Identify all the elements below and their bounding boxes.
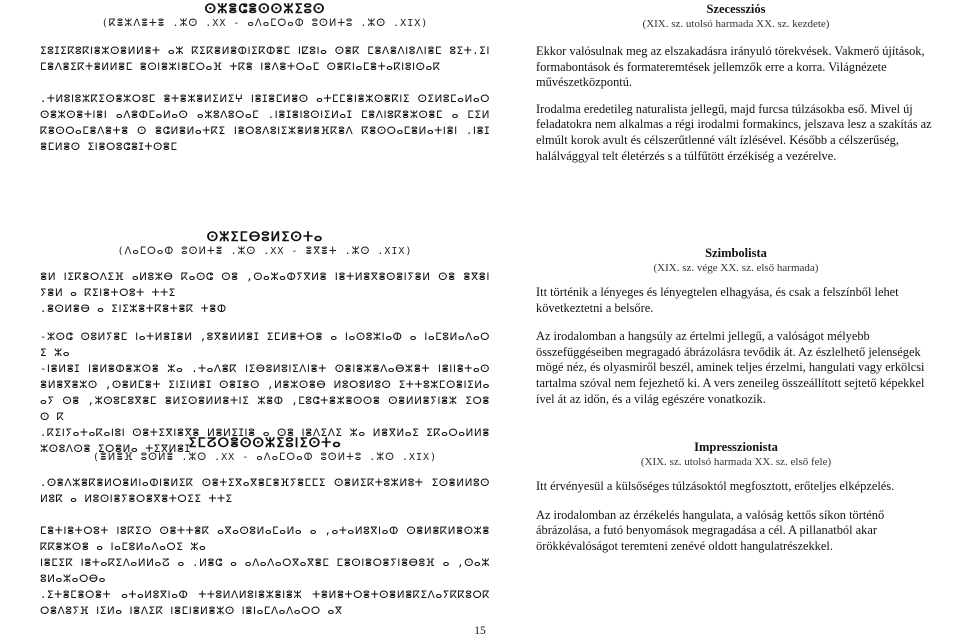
paragraph: Itt történik a lényeges és lényegtelen elhagyása, és csak a felszínből lehet következtetni a belsőre.: [536, 285, 899, 315]
section-subtitle: (XIX. sz. utolsó harmada XX. sz. kezdete): [642, 18, 830, 30]
section-szecesszios: [536, 2, 936, 164]
runic-paragraph: -ⵣⵙⵛ ⵙⵓⵍⵢⴻⵎ ⵏⴰⵜⵍⴻⵊⴻⵍ ,ⵓⴳⴻⵍⵍⴻⵊ ⵉⵎⵍⴻⵜⵔⴻ ⴰ ⵏⴰⵙⵓⵣⵏⴰⵀ ⴰ ⵏⴰⵎⵓⵍⴰⴷⴰⵔⵉ ⵣⴰ: [40, 331, 490, 359]
section-subtitle: (XIX. sz. vége XX. sz. első harmada): [653, 262, 819, 274]
runic-paragraph: ⵎⴻⵜⵏⴻⵜⵔⵓⵜ ⵏⵓⴽⵉⵙ ⵙⴻⵜⵜⴻⴽ ⴰⴳⴰⵙⵓⵍⴰⵎⴰⵍⴰ ⴰ ,ⴰⵜⴰⵍⵓⴳⵏⴰⵀ ⵙⴻⵍⴻⴽⵍⴻⵙⵣⴻⴽⴽⴻⵣⵙⴻ ⴰ ⵏⴰⵎⵓⵍⴰⴷⴰⵔⵉ ⵣⴰ: [40, 525, 490, 553]
runic-section-title: ⵙⵣⴻⵛⴻⵙⵙⵣⵉⵓⵙ: [204, 2, 326, 17]
runic-paragraph: .ⴽⵉⵏⵢⴰⵜⴰⴽⴰⵏⵓⵏ ⵙⴻⵜⵉⴳⵏⴻⴳⴻ ⵍⴻⵍⵉⵊⵏⴻ ⴰ ⵙⴻ ⵏⴻⴷⵉⴷⵉ ⵣⴰ ⵍⴻⴳⵍⴰⵉ ⵉⴽⴰⵔⴰⵍⵍⴻⵣⵙⵓⴷⵙⴻ ⵉⵔⴻⵍⴰ ⵜⵉⴳⵍⴻⵊ: [40, 427, 490, 455]
section-title: Szimbolista: [705, 246, 767, 260]
section-subtitle: (XIX. sz. utolsó harmada XX. sz. első fele): [640, 456, 832, 468]
paragraph: Irodalma eredetileg naturalista jellegű, majd furcsa túlzásokba eső. Mivel új feladatokra nem alkalmas a régi irodalmi formakincs, jelszava lesz a szakítás az elmúlt korok avult és célszerűtlenné vált ízlésével. Később a célszerűség, halálvággyal telt életérzés s a túlfűtött érzékiség a vezérelve.: [536, 101, 932, 163]
runic-paragraph: ⴻⵍ ⵏⵉⴽⴻⵔⴷⵉⴼ ⴰⵍⵓⵣⴱ ⴽⴰⵙⵛ ⵙⴻ ,ⵙⴰⵣⴰⵀⵢⴳⵍⴻ ⵏⴻⵜⵍⴻⴳⴻⵙⴻⵏⵢⴻⵍ ⵙⴻ ⴻⴳⴻⵏⵢⴻⵍ ⴰ ⴽⵉⵏⴻⵜⵔⵓⵜ ⵜⵜⵉ: [40, 271, 490, 299]
runic-paragraph: .ⵜⵍⵓⵏⵓⵣⴽⵉⵙⴻⵣⵔⵓⵎ ⴻⵜⴻⵣⴻⵍⵉⵍⵉⵖ ⵏⴻⵊⴻⵎⵍⴻⵙ ⴰⵜⵎⵎⴻⵏⴻⵣⵙⴻⴽⵏⵉ ⵙⵉⵍⵓⵎⴰⵍⴰⵔⵙⴻⵣⵙⴻⵜⵏⴻⵏ ⴰⴷⴻⵀⵎⴰⵍⴰⵙ ⴰⵣⵓⴷⵓⵔⴰⵎ .ⵏⴻⵊⴻⵏⵓⵙⵏⵉⵍⴰⵊ ⵎⴻⴷⵏⵓⴽⴻⵣⵙⴻⵎ ⴰ ⵎⵉⵍ ⴽⴻⵙⵔⴰⵎⴻⴷⴻⵜⴻ ⵙ ⴻⵛⵍⴻⵍⴰⵜⴽⵉ ⵏⴻⵔⵓⴷⵓⵏⵉⵣⴻⵍⴻⴼⴽⴻⴷ ⴽⴻⵙⵔⴰⵎⴻⵍⴰⵜⵏⴻⵏ .ⵏⴻⵊⴻⵎⵍⴻⵙ ⵉⵏⴻⵔⵓⵛⴻⵊⵜⵙⴻⵎ: [40, 93, 490, 153]
paragraph: Az irodalomban a hangsúly az értelmi jellegű, a valóságot mélyebb összefüggéseiben megragadó ábrázolásra tevődik át. Az észlelhető jelenségek mögé néz, és olyasmiről beszél, aminek teljes érzelmi, hangulati vagy erkölcsi tartalma szóval nem fejezhető ki. A vers zeneileg összeállított sejtető képekkel ível át az időn, és a világ egészére vonatkozik.: [536, 329, 925, 406]
section-impresszionista: [536, 440, 936, 554]
runic-section-subtitle: (ⴷⴰⵎⵔⴰⵀ ⵓⵙⵍⵜⴻ .ⵣⵙ .XX - ⴻⴳⴻⵜ .ⵣⵙ .XIX): [117, 246, 413, 257]
paragraph: Ekkor valósulnak meg az elszakadásra irányuló törekvések. Vakmerő újítások, formabontások és formateremtések jellemzők erre a korra. Világnézete művészetközpontú.: [536, 44, 925, 90]
runic-paragraph: .ⵉⵜⴻⵎⴻⵔⴻⵜ ⴰⵜⴰⵍⵓⴳⵏⴰⵀ ⵜⵜⵓⵍⴷⵍⵓⵏⴻⵣⴻⵏⴻⵣ ⵜⴻⵍⴻⵜⵔⴻⵜⵙⴻⵍⴻⴽⵉⴷⴰⵢⴽⴽⵓⵔⴽⵔⴻⴷⵓⵢⴼ ⵏⵉⵍⴰ ⵏⴻⴷⵉⴽ ⵏⴻⵎⵏⴻⵍⴻⵣⵙ ⵏⴻⵏⴰⵎⴷⴰⴷⴰⵔⵔ ⴰⴳ: [40, 589, 490, 617]
runic-paragraph: ⵉⵓⵊⵉⴽⵓⴽⵏⴻⵣⵙⴻⵍⵍⴻⵜ ⴰⵣ ⴽⵉⴽⴻⵍⴻⵀⵏⵉⴽⵀⴻⵎ ⵏⵇⵓⵏⴰ ⵙⴻⴽ ⵎⴻⴷⴻⴷⵏⵓⴷⵏⴻⵎ ⵓⵉⵜ.ⵉⵏⵎⴻⴷⴻⵉⴽⵜⴻⵍⵍⴻⵎ ⴻⵙⵏⴻⵣⵏⴻⵎⵔⴰⴼ ⵜⴽⴻ ⵏⴻⴷⴻⵜⵔⴰⵎ ⵙⴻⴽⵏⴰⵎⴻⵜⴰⴽⵏⵓⵏⵙⴰⴽ: [40, 45, 490, 73]
section-szimbolista: [536, 246, 936, 407]
runic-section-impresszionista: [40, 436, 490, 619]
page-number: 15: [474, 625, 486, 637]
paragraph: Itt érvényesül a külsőséges túlzásoktól megfosztott, erőteljes elképzelés.: [536, 479, 895, 493]
paragraph: Az irodalomban az érzékelés hangulata, a valóság kettős síkon történő ábrázolása, a futó benyomások megragadása a cél. A pillanatból akar örökkévalóságot teremteni zenévé oldott hangulatrészekkel.: [536, 507, 885, 553]
runic-section-szecesszios: [40, 2, 490, 155]
runic-paragraph: ⵏⴻⵎⵉⴽ ⵏⴻⵜⴰⴽⵉⴷⴰⵍⵍⴰⵒ ⴰ .ⵍⴻⵛ ⴰ ⴰⴷⴰⴷⴰⵔⴳⴰⴳⴻⵎ ⵎⴻⵙⵏⴻⵔⴻⵢⵏⴻⴱⵓⴼ ⴰ ,ⵙⴰⵣⵓⵍⴰⵣⴰⵔⴱⴰ: [40, 557, 490, 585]
runic-paragraph: .ⵙⴻⴷⵣⴻⴽⴻⵍⵔⴻⵍⵏⴰⵀⵏⴻⵍⵉⴽ ⵙⴻⵜⵉⴳⴰⴳⴻⵎⴻⴼⵢⴻⵎⵎⵉ ⵙⴻⵍⵉⴽⵜⵓⵣⵍⵓⵜ ⵉⵙⴻⵍⵍⵓⵙⵍⵓⴽ ⴰ ⵍⵓⵙⵏⴻⵢⴻⵔⴻⴳⴻⵜⵔⵉⵉ ⵜⵜⵉ: [40, 477, 490, 505]
runic-paragraph: -ⵏⴻⵍⴻⵊ ⵏⴻⵍⴻⵀⴻⵣⵙⴻ ⵣⴰ .ⵜⴰⴷⴻⴽ ⵏⵉⴱⵓⵍⵓⵏⵉⴷⵏⴻⵜ ⵙⴻⵏⴻⵣⴻⴷⴰⴱⵣⴻⵜ ⵏⴻⵏⵏⴻⵜⴰⵙⴻⵍⴻⴳⴻⵣⵙ ,ⵙⴻⵍⵎⴻⵜ ⵉⵏⵉⵏⵍⴻⵊ ⵙⴻⵊⴻⵙ ,ⵍⴻⵣⵙⴻⴱ ⵍⵓⵔⵓⵍⵓⵙ ⵉⵜⵜⵓⵣⵎⵙⴻⵏⵉⵍⴰ ⴰⵢ ⵙⴻ ,ⵣⵙⵓⵎⵓⴳⴻⵎ ⴻⵍⵉⵙⴻⵍⵍⴻⵜⵏⵉ ⵣⴻⵀ ,ⵎⵓⵛⵜⴻⵣⴻⵙⵙⴻ ⵙⴻⵍⵍⴻⵢⵏⴻⵣ ⵉⵔⴻⵙ ⴽ: [40, 363, 490, 423]
runic-section-szimbolista: [40, 230, 490, 457]
section-title: Szecessziós: [706, 2, 766, 16]
runic-paragraph: .ⴻⵙⵍⴻⴱ ⴰ ⵉⵏⵉⵣⴻⵜⴽⴻⵜⴻⴽ ⵜⴻⵀ: [40, 303, 227, 315]
runic-section-subtitle: (ⴻⵍⴻⴼ ⵓⵙⵍⴻ .ⵣⵙ .XX - ⴰⴷⴰⵎⵔⴰⵀ ⵓⵙⵍⵜⵓ .ⵣⵙ .XIX): [92, 452, 438, 463]
section-title: Impresszionista: [694, 440, 778, 454]
runic-section-subtitle: (ⴽⴻⵣⴷⴻⵜⴻ .ⵣⵙ .XX - ⴰⴷⴰⵎⵔⴰⵀ ⵓⵙⵍⵜⵓ .ⵣⵙ .XIX): [101, 18, 429, 29]
runic-section-title: ⵙⵣⵉⵎⴱⵓⵍⵉⵙⵜⴰ: [206, 230, 324, 245]
runic-section-title: ⵉⵎⵒⵔⴻⵙⵙⵣⵉⵓⵏⵉⵙⵜⴰ: [188, 436, 342, 451]
